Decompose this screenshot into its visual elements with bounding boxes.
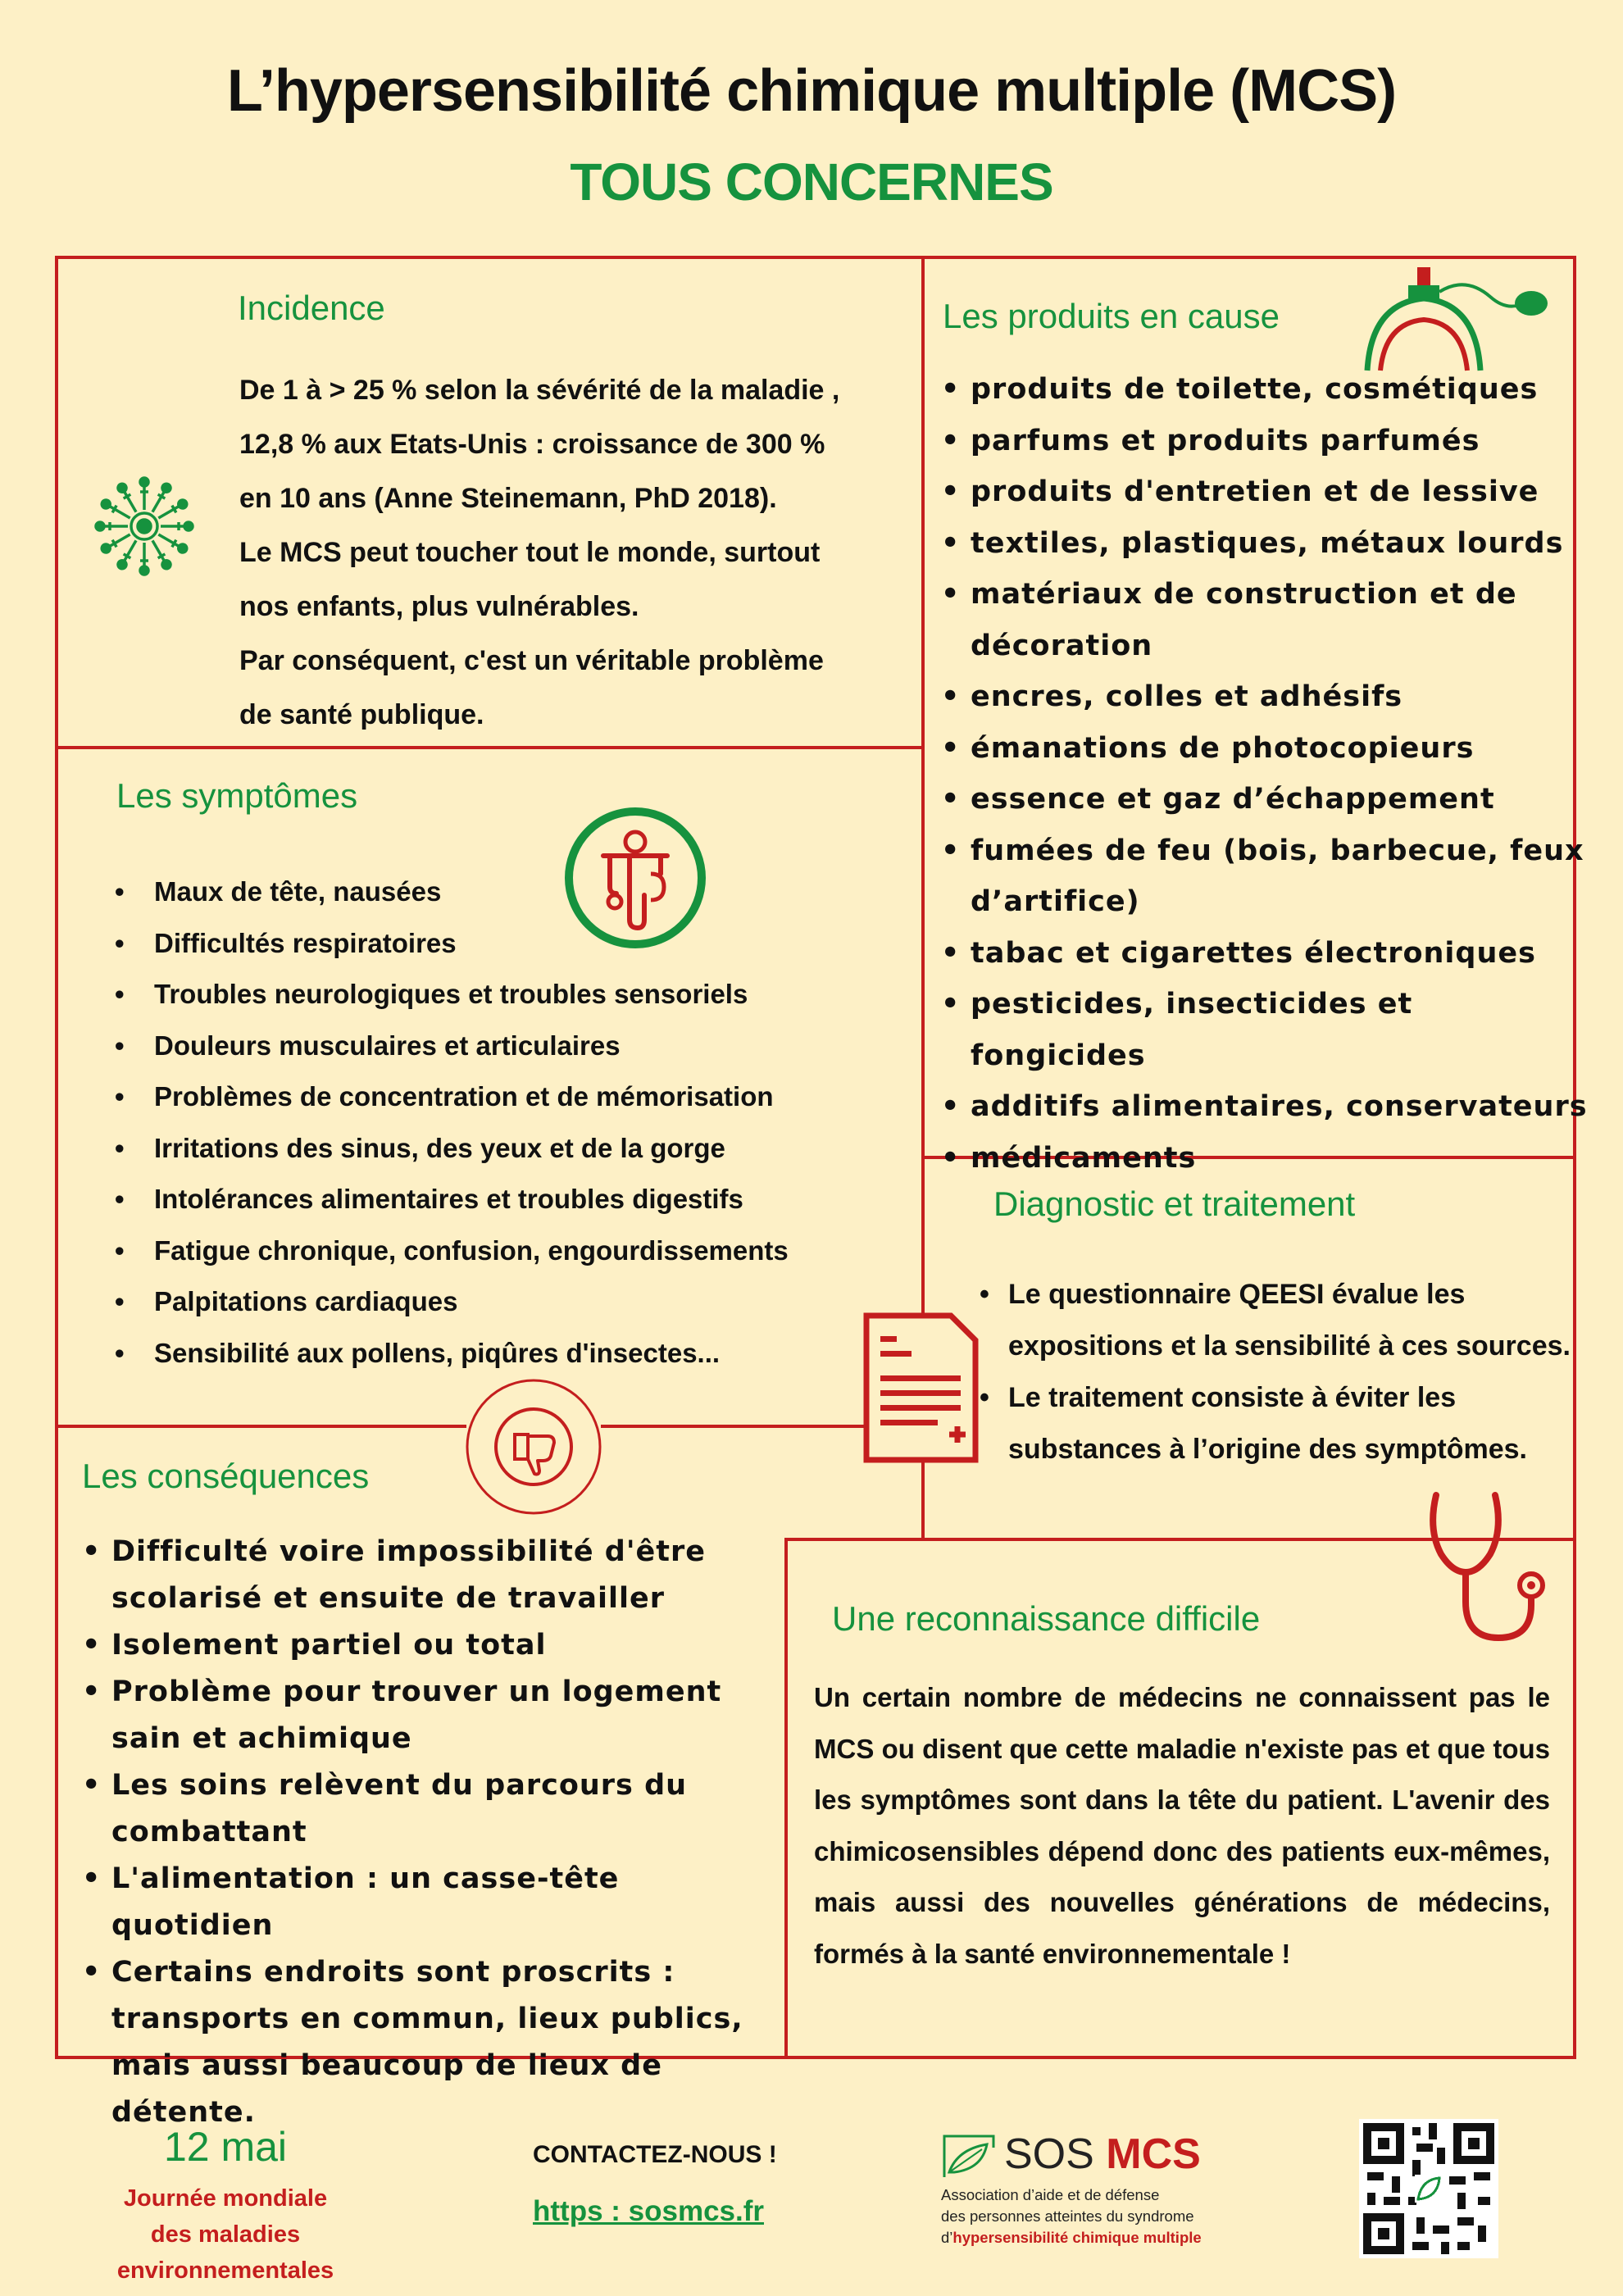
reconnaissance-heading: Une reconnaissance difficile — [832, 1599, 1261, 1638]
virus-icon — [89, 471, 200, 582]
list-item: • L'alimentation : un casse-tête quotidien — [82, 1856, 787, 1949]
list-item: • Certains endroits sont proscrits : transports en commun, lieux publics, mais aussi beaucoup de lieux de détente. — [82, 1949, 787, 2136]
list-item: • fumées de feu (bois, barbecue, feux d’artifice) — [941, 825, 1589, 928]
symptomes-heading: Les symptômes — [116, 776, 358, 815]
list-item: • Fatigue chronique, confusion, engourdissements — [115, 1225, 877, 1277]
list-item: • additifs alimentaires, conservateurs — [941, 1081, 1589, 1133]
list-item: • Isolement partiel ou total — [82, 1622, 787, 1669]
list-item: • essence et gaz d’échappement — [941, 774, 1589, 825]
reconnaissance-text: Un certain nombre de médecins ne connaissent pas le MCS ou disent que cette maladie n'existe pas et que tous les symptômes sont dans la tête du patient. L'avenir des chimicosensibles dépend donc des patients eux-mêmes, mais aussi des nouvelles générations de médecins, formés à la santé environnementale ! — [814, 1682, 1550, 1969]
list-item: • parfums et produits parfumés — [941, 416, 1589, 467]
produits-heading: Les produits en cause — [943, 297, 1280, 335]
event-date: 12 mai — [163, 2124, 288, 2170]
contact-label: CONTACTEZ-NOUS ! — [533, 2141, 777, 2168]
diagnostic-list — [980, 1269, 1586, 1475]
diagnostic-heading: Diagnostic et traitement — [993, 1184, 1356, 1223]
logo-name: SOS MCS — [1004, 2130, 1201, 2178]
leaf-logo-icon — [941, 2131, 997, 2180]
list-item: • Le traitement consiste à éviter les substances à l’origine des symptômes. — [980, 1372, 1586, 1475]
list-item: • encres, colles et adhésifs — [941, 671, 1589, 723]
list-item: • pesticides, insecticides et fongicides — [941, 979, 1589, 1081]
symptomes-list — [115, 866, 877, 1379]
logo-tagline: Association d’aide et de défense des personnes atteintes du syndrome d’hypersensibilité chimique multiple — [941, 2186, 1202, 2246]
consequences-list — [82, 1529, 787, 2136]
stethoscope-icon — [1425, 1490, 1556, 1646]
list-item: • produits d'entretien et de lessive — [941, 466, 1589, 518]
list-item: • textiles, plastiques, métaux lourds — [941, 518, 1589, 570]
page-title: L’hypersensibilité chimique multiple (MCS) — [226, 58, 1397, 124]
qr-code-icon[interactable] — [1359, 2119, 1498, 2258]
perfume-bottle-icon — [1359, 264, 1551, 374]
list-item: • Irritations des sinus, des yeux et de la gorge — [115, 1123, 877, 1175]
list-item: • tabac et cigarettes électroniques — [941, 928, 1589, 980]
list-item: • Difficulté voire impossibilité d'être scolarisé et ensuite de travailler — [82, 1529, 787, 1622]
list-item: • Difficultés respiratoires — [115, 918, 877, 970]
list-item: • médicaments — [941, 1133, 1589, 1184]
website-link[interactable]: https : sosmcs.fr — [533, 2195, 764, 2227]
list-item: • Sensibilité aux pollens, piqûres d'insectes... — [115, 1328, 877, 1380]
produits-list — [941, 364, 1589, 1184]
event-name: Journée mondiale des maladies environnementales — [116, 2185, 334, 2284]
list-item: • Problèmes de concentration et de mémorisation — [115, 1071, 877, 1123]
list-item: • Douleurs musculaires et articulaires — [115, 1021, 877, 1072]
list-item: • matériaux de construction et de décoration — [941, 569, 1589, 671]
list-item: • Les soins relèvent du parcours du combattant — [82, 1762, 787, 1856]
list-item: • Palpitations cardiaques — [115, 1276, 877, 1328]
page-subtitle: TOUS CONCERNES — [570, 152, 1053, 211]
list-item: • produits de toilette, cosmétiques — [941, 364, 1589, 416]
list-item: • Intolérances alimentaires et troubles digestifs — [115, 1174, 877, 1225]
list-item: • Troubles neurologiques et troubles sensoriels — [115, 969, 877, 1021]
list-item: • Maux de tête, nausées — [115, 866, 877, 918]
incidence-text: De 1 à > 25 % selon la sévérité de la maladie , 12,8 % aux Etats-Unis : croissance de 300 % en 10 ans (Anne Steinemann, PhD 2018). Le MCS peut toucher tout le monde, surtout nos enfants, plus vulnérables. Par conséquent, c'est un véritable problème de santé publique. — [239, 375, 840, 730]
list-item: • émanations de photocopieurs — [941, 723, 1589, 775]
consequences-heading: Les conséquences — [82, 1457, 370, 1495]
list-item: • Le questionnaire QEESI évalue les expositions et la sensibilité à ces sources. — [980, 1269, 1586, 1372]
medical-document-icon — [862, 1312, 980, 1464]
thumbs-down-icon — [464, 1377, 603, 1516]
list-item: • Problème pour trouver un logement sain et achimique — [82, 1669, 787, 1762]
incidence-heading: Incidence — [238, 289, 385, 327]
